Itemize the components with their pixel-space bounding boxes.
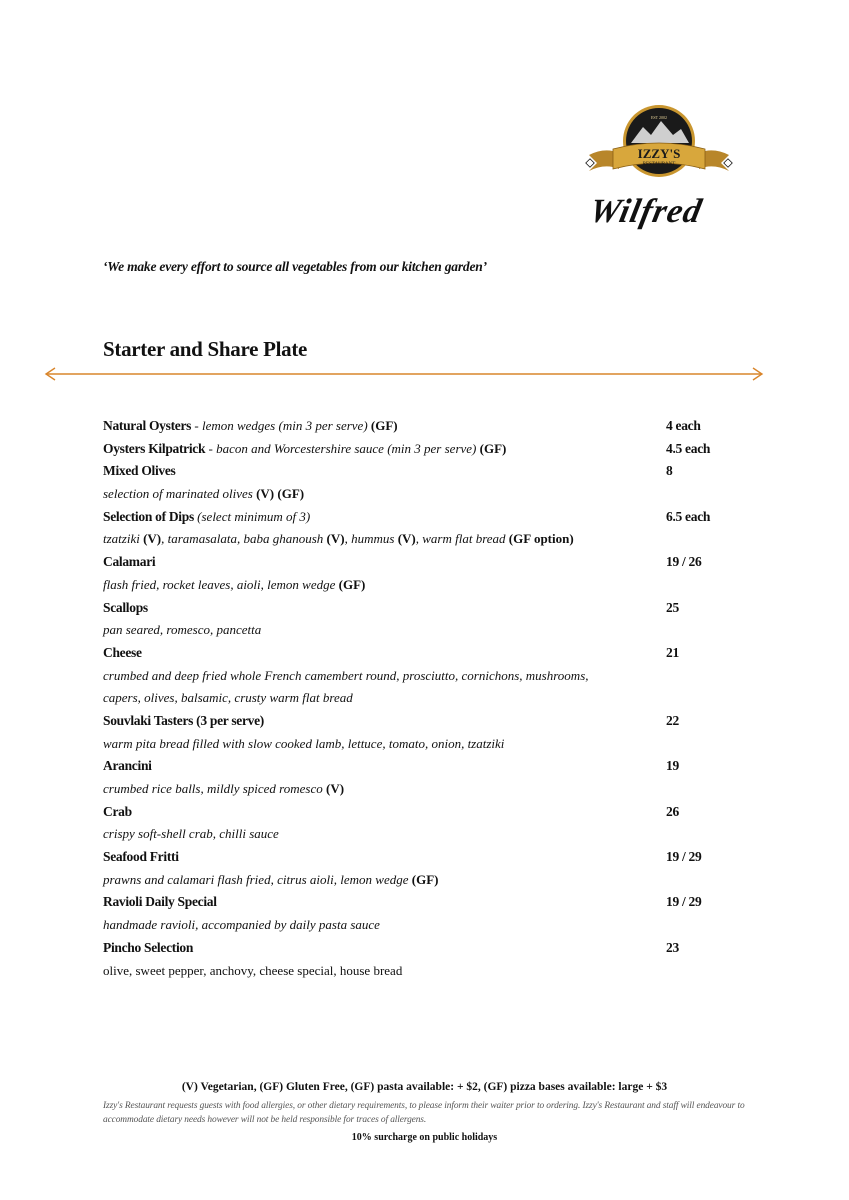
item-desc: warm pita bread filled with slow cooked lamb, lettuce, tomato, onion, tzatziki <box>103 735 505 751</box>
svg-text:IZZY'S: IZZY'S <box>637 146 681 161</box>
item-desc: prawns and calamari flash fried, citrus aioli, lemon wedge <box>103 871 412 887</box>
section-title: Starter and Share Plate <box>103 337 308 361</box>
menu-item-desc-row <box>103 914 743 937</box>
menu-item-cheese <box>103 642 743 665</box>
item-price: 19 / 29 <box>666 849 702 865</box>
item-name: Cheese <box>103 644 142 660</box>
item-name: Arancini <box>103 758 152 774</box>
item-price: 8 <box>666 463 673 479</box>
signature: Wilfred <box>586 193 706 230</box>
menu-item-scallops <box>103 597 743 620</box>
item-tag: (GF) <box>338 576 366 592</box>
item-name: Scallops <box>103 599 148 615</box>
divider-arrow <box>44 366 764 382</box>
menu-item-arancini <box>103 755 743 778</box>
menu-item-desc-row <box>103 869 743 892</box>
dietary-legend: (V) Vegetarian, (GF) Gluten Free, (GF) pasta available: + $2, (GF) pizza bases available: large + $3 <box>181 1081 668 1093</box>
item-desc: crumbed and deep fried whole French camembert round, prosciutto, cornichons, mushrooms, <box>103 667 589 683</box>
item-price: 19 <box>666 758 679 774</box>
item-desc: handmade ravioli, accompanied by daily pasta sauce <box>103 917 380 933</box>
footer <box>0 1078 849 1143</box>
item-separator: - <box>205 440 217 456</box>
menu-item-mixed-olives <box>103 460 743 483</box>
item-name: Seafood Fritti <box>103 849 179 865</box>
menu-item-souvlaki-tasters <box>103 710 743 733</box>
menu-item-desc-row <box>103 574 743 597</box>
item-desc: bacon and Worcestershire sauce (min 3 per serve) <box>216 440 480 456</box>
item-name: Natural Oysters <box>103 418 192 433</box>
item-desc: olive, sweet pepper, anchovy, cheese special, house bread <box>103 962 403 978</box>
item-name: Ravioli Daily Special <box>103 894 217 910</box>
item-tag: (GF) <box>479 440 507 456</box>
item-name: Selection of Dips <box>103 508 194 524</box>
item-name: Calamari <box>103 554 156 570</box>
item-price: 21 <box>666 644 679 660</box>
item-desc: selection of marinated olives <box>103 486 257 502</box>
item-desc: capers, olives, balsamic, crusty warm flat bread <box>103 690 353 706</box>
menu-item-desc-row <box>103 665 743 688</box>
item-price: 4.5 each <box>666 440 711 456</box>
menu-item-oysters-kilpatrick <box>103 438 743 461</box>
item-price: 25 <box>666 599 679 615</box>
item-name: Crab <box>103 803 132 819</box>
menu-item-natural-oysters <box>103 415 743 438</box>
item-desc: flash fried, rocket leaves, aioli, lemon wedge <box>103 576 339 592</box>
menu-item-desc-row <box>103 733 743 756</box>
item-price: 6.5 each <box>666 508 711 524</box>
item-tag: (GF option) <box>508 531 574 547</box>
menu-item-desc-row <box>103 960 743 983</box>
item-price: 26 <box>666 803 679 819</box>
menu-item-selection-of-dips <box>103 506 743 529</box>
item-price: 22 <box>666 712 679 728</box>
item-desc: lemon wedges (min 3 per serve) <box>201 418 371 433</box>
surcharge-notice: 10% surcharge on public holidays <box>351 1132 498 1143</box>
item-desc: crispy soft-shell crab, chilli sauce <box>103 826 279 842</box>
menu-item-crab <box>103 801 743 824</box>
menu-item-calamari <box>103 551 743 574</box>
item-price: 23 <box>666 939 679 955</box>
item-price: 19 / 29 <box>666 894 702 910</box>
item-tag: (GF) <box>370 418 398 433</box>
item-desc: , warm flat bread <box>415 531 509 547</box>
item-name: Mixed Olives <box>103 463 176 479</box>
item-separator: - <box>191 418 202 433</box>
menu-item-desc-row <box>103 619 743 642</box>
item-tag: (GF) <box>411 871 439 887</box>
item-desc: pan seared, romesco, pancetta <box>103 622 262 638</box>
menu-item-desc-row <box>103 483 743 506</box>
item-desc: , hummus <box>344 531 398 547</box>
item-name: Souvlaki Tasters (3 per serve) <box>103 712 265 728</box>
svg-text:RESTAURANT: RESTAURANT <box>642 162 676 167</box>
menu-list <box>103 415 743 982</box>
item-price: 4 each <box>666 418 701 433</box>
restaurant-logo <box>585 103 733 203</box>
item-desc: crumbed rice balls, mildly spiced romesco <box>103 781 326 796</box>
item-tag: (V) <box>397 531 416 547</box>
item-name-note: (select minimum of 3) <box>193 508 311 524</box>
item-tag: (V) (GF) <box>256 486 305 502</box>
item-tag: (V) <box>143 531 162 547</box>
item-tag: (V) <box>326 781 345 796</box>
motto: ‘We make every effort to source all vegetables from our kitchen garden’ <box>103 259 487 274</box>
menu-item-ravioli-daily-special <box>103 891 743 914</box>
menu-item-desc-row <box>103 778 743 801</box>
item-name: Pincho Selection <box>103 939 194 955</box>
allergy-notice: Izzy's Restaurant requests guests with food allergies, or other dietary requirements, to please inform their waiter prior to ordering. Izzy's Restaurant and staff will endeavour to accommodate dietary needs however will not be held responsible for traces of allergens. <box>103 1101 745 1125</box>
item-tag: (V) <box>326 531 345 547</box>
item-desc: , taramasalata, baba ghanoush <box>161 531 327 547</box>
menu-item-desc-row <box>103 687 743 710</box>
item-name: Oysters Kilpatrick <box>103 440 206 456</box>
item-desc: tzatziki <box>103 531 144 547</box>
menu-item-desc-row <box>103 823 743 846</box>
menu-item-desc-row <box>103 528 743 551</box>
menu-item-seafood-fritti <box>103 846 743 869</box>
menu-item-pincho-selection <box>103 937 743 960</box>
svg-text:EST 2002: EST 2002 <box>650 115 668 120</box>
item-price: 19 / 26 <box>666 554 702 570</box>
